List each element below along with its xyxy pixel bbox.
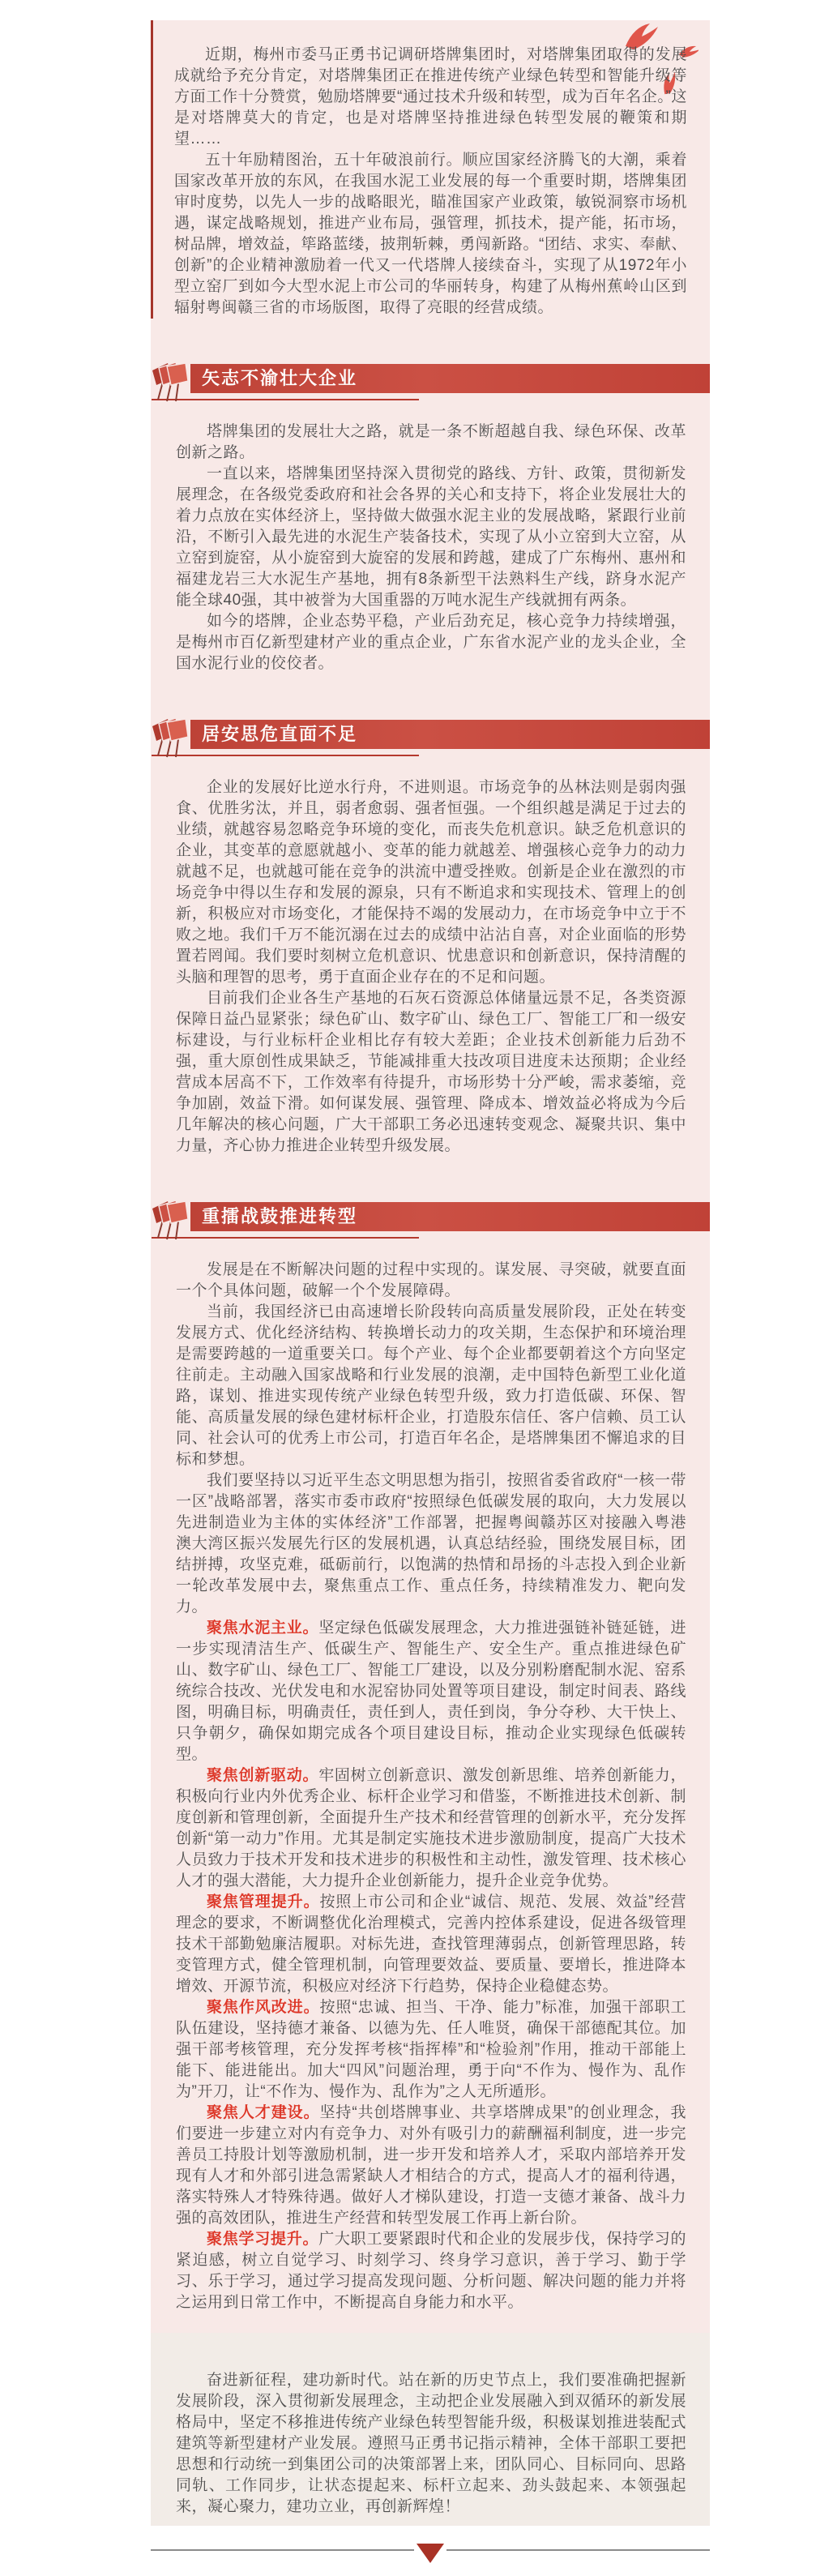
body-paragraph: 聚焦创新驱动。牢固树立创新意识、激发创新思维、培养创新能力，积极向行业内外优秀企业、标杆企业学习和借鉴，不断推进技术创新、制度创新和管理创新，全面提升生产技术和经营管理的创新水平，充分发挥创新“第一动力”作用。尤其是制定实施技术进步激励制度，提高广大技术人员致力于技术开发和技术进步的积极性和主动性，激发管理、技术核心人才的强大潜能，大力提升企业创新能力，提升企业竞争优势。 [176,1767,686,1889]
body-paragraph: 聚焦人才建设。坚持“共创塔牌事业、共享塔牌成果”的创业理念，我们要进一步建立对内有竞争力、对外有吸引力的薪酬福利制度，进一步完善员工持股计划等激励机制，进一步开发和培养人才，采取内部培养开发现有人才和外部引进急需紧缺人才相结合的方式，提高人才的福利待遇，落实特殊人才特殊待遇。做好人才梯队建设，打造一支德才兼备、战斗力强的高效团队，推进生产经营和转型发展工作再上新台阶。 [176,2104,686,2227]
intro-paragraph: 五十年励精图治，五十年破浪前行。顺应国家经济腾飞的大潮，乘着国家改革开放的东风，在我国水泥工业发展的每一个重要时期，塔牌集团审时度势，以先人一步的战略眼光，瞄准国家产业政策，敏锐洞察市场机遇，谋定战略规划，推进产业布局，强管理，抓技术，提产能，拓市场，树品牌，增效益，筚路蓝缕，披荆斩棘，勇闯新路。“团结、求实、奉献、创新”的企业精神激励着一代又一代塔牌人接续奋斗，实现了从1972年小型立窑厂到如今大型水泥上市公司的华丽转身，构建了从梅州蕉岭山区到辐射粤闽赣三省的市场版图，取得了亮眼的经营成绩。 [174,152,687,316]
body-paragraph: 聚焦作风改进。按照“忠诚、担当、干净、能力”标准，加强干部职工队伍建设，坚持德才兼备、以德为先、任人唯贤，确保干部德配其位。加强干部考核管理，充分发挥考核“指挥棒”和“检验剂”作用，推动干部能上能下、能进能出。加大“四风”问题治理，勇于向“不作为、慢作为、乱作为”开刀，让“不作为、慢作为、乱作为”之人无所遁形。 [176,1999,686,2100]
body-paragraph: 聚焦管理提升。按照上市公司和企业“诚信、规范、发展、效益”经营理念的要求，不断调整优化治理模式，完善内控体系建设，促进各级管理技术干部勤勉廉洁履职。对标先进，查找管理薄弱点，创新管理思路，转变管理方式，健全管理机制，向管理要效益、要质量、要增长，推进降本增效、开源节流，积极应对经济下行趋势，保持企业稳健态势。 [176,1893,686,1995]
section-header [151,364,710,393]
divider-line-right [446,2549,710,2551]
sections-container [151,364,710,2313]
paragraph-lead: 聚焦创新驱动。 [207,1767,319,1784]
intro-paragraph: 近期，梅州市委马正勇书记调研塔牌集团时，对塔牌集团取得的发展成就给予充分肯定，对塔牌集团正在推进传统产业绿色转型和智能升级等方面工作十分赞赏，勉励塔牌要“通过技术升级和转型，成为百年名企。”这是对塔牌莫大的肯定，也是对塔牌坚持推进绿色转型发展的鞭策和期望…… [174,46,687,148]
section-title-banner: 居安思危直面不足 [190,720,710,749]
body-paragraph: 企业的发展好比逆水行舟，不进则退。市场竞争的丛林法则是弱肉强食、优胜劣汰，并且，弱者愈弱、强者恒强。一个组织越是满足于过去的业绩，就越容易忽略竞争环境的变化，而丧失危机意识。缺乏危机意识的企业，其变革的意愿就越小、变革的能力就越差、增强核心竞争力的动力就越不足，也就越可能在竞争的洪流中遭受挫败。创新是企业在激烈的市场竞争中得以生存和发展的源泉，只有不断追求和实现技术、管理上的创新，积极应对市场变化，才能保持不竭的发展动力，在市场竞争中立于不败之地。我们千万不能沉溺在过去的成绩中沾沾自喜，对企业面临的形势置若罔闻。我们要时刻树立危机意识、忧患意识和创新意识，保持清醒的头脑和理智的思考，勇于直面企业存在的不足和问题。 [176,779,686,986]
section-title-banner: 矢志不渝壮大企业 [190,364,710,393]
closing-paragraph: 奋进新征程，建功新时代。站在新的历史节点上，我们要准确把握新发展阶段，深入贯彻新发展理念，主动把企业发展融入到双循环的新发展格局中，坚定不移推进传统产业绿色转型智能升级，积极谋划推进装配式建筑等新型建材产业发展。遵照马正勇书记指示精神，全体干部职工要把思想和行动统一到集团公司的决策部署上来，团队同心、目标同向、思路同轨、工作同步，让状态提起来、标杆立起来、劲头鼓起来、本领强起来，凝心聚力，建功立业，再创新辉煌！ [176,2372,686,2515]
paragraph-lead: 聚焦学习提升。 [207,2231,319,2248]
paragraph-lead: 聚焦作风改进。 [207,1999,320,2016]
body-paragraph: 如今的塔牌，企业态势平稳，产业后劲充足，核心竞争力持续增强，是梅州市百亿新型建材产业的重点企业，广东省水泥产业的龙头企业，全国水泥行业的佼佼者。 [176,613,686,672]
intro-block [151,20,710,319]
section-title-banner: 重擂战鼓推进转型 [190,1202,710,1231]
body-paragraph: 聚焦学习提升。广大职工要紧跟时代和企业的发展步伐，保持学习的紧迫感，树立自觉学习、时刻学习、终身学习意识，善于学习、勤于学习、乐于学习，通过学习提高发现问题、分析问题、解决问题的能力并将之运用到日常工作中，不断提高自身能力和水平。 [176,2231,686,2311]
footer-divider [151,2544,710,2563]
paragraph-lead: 聚焦管理提升。 [207,1893,320,1911]
paragraph-lead: 聚焦水泥主业。 [207,1620,319,1637]
down-triangle-icon [417,2544,444,2563]
body-paragraph: 一直以来，塔牌集团坚持深入贯彻党的路线、方针、政策，贯彻新发展理念，在各级党委政府和社会各界的关心和支持下，将企业发展壮大的着力点放在实体经济上，坚持做大做强水泥主业的发展战略，紧跟行业前沿，不断引入最先进的水泥生产装备技术，实现了从小立窑到大立窑，从立窑到旋窑，从小旋窑到大旋窑的发展和跨越，建成了广东梅州、惠州和福建龙岩三大水泥生产基地，拥有8条新型干法熟料生产线，跻身水泥产能全球40强，其中被誉为大国重器的万吨水泥生产线就拥有两条。 [176,465,686,609]
red-flags-icon [151,1197,190,1241]
section-body [151,1239,710,2313]
closing-box [151,2333,710,2526]
article-card [151,20,710,2526]
body-paragraph: 聚焦水泥主业。坚定绿色低碳发展理念，大力推进强链补链延链，进一步实现清洁生产、低碳生产、智能生产、安全生产。重点推进绿色矿山、数字矿山、绿色工厂、智能工厂建设，以及分别粉磨配制水泥、窑系统综合技改、光伏发电和水泥窑协同处置等项目建设，制定时间表、路线图，明确目标，明确责任，责任到人，责任到岗，争分夺秒、大干快上、只争朝夕，确保如期完成各个项目建设目标，推动企业实现绿色低碳转型。 [176,1620,686,1763]
body-paragraph: 塔牌集团的发展壮大之路，就是一条不断超越自我、绿色环保、改革创新之路。 [176,423,686,461]
divider-line-left [151,2549,414,2551]
section-header [151,720,710,749]
section-body [151,756,710,1157]
red-flags-icon [151,715,190,759]
section-header [151,1202,710,1231]
body-paragraph: 我们要坚持以习近平生态文明思想为指引，按照省委省政府“一核一带一区”战略部署，落实市委市政府“按照绿色低碳发展的取向，大力发展以先进制造业为主体的实体经济”工作部署，把握粤闽赣苏区对接融入粤港澳大湾区振兴发展先行区的发展机遇，认真总结经验，围绕发展目标，团结拼搏，攻坚克难，砥砺前行，以饱满的热情和昂扬的斗志投入到企业新一轮改革发展中去，聚焦重点工作、重点任务，持续精准发力、靶向发力。 [176,1472,686,1615]
section-body [151,400,710,674]
body-paragraph: 发展是在不断解决问题的过程中实现的。谋发展、寻突破，就要直面一个个具体问题，破解一个个发展障碍。 [176,1261,686,1299]
red-flags-icon [151,359,190,403]
body-paragraph: 目前我们企业各生产基地的石灰石资源总体储量远景不足，各类资源保障日益凸显紧张；绿色矿山、数字矿山、绿色工厂、智能工厂和一级安标建设，与行业标杆企业相比存有较大差距；企业技术创新能力后劲不强，重大原创性成果缺乏，节能减排重大技改项目进度未达预期；企业经营成本居高不下，工作效率有待提升，市场形势十分严峻，需求萎缩，竞争加剧，效益下滑。如何谋发展、强管理、降成本、增效益必将成为今后几年解决的核心问题，广大干部职工务必迅速转变观念、凝聚共识、集中力量，齐心协力推进企业转型升级发展。 [176,990,686,1154]
body-paragraph: 当前，我国经济已由高速增长阶段转向高质量发展阶段，正处在转变发展方式、优化经济结构、转换增长动力的攻关期，生态保护和环境治理是需要跨越的一道重要关口。每个产业、每个企业都要朝着这个方向坚定往前走。主动融入国家战略和行业发展的浪潮，走中国特色新型工业化道路，谋划、推进实现传统产业绿色转型升级，致力打造低碳、环保、智能、高质量发展的绿色建材标杆企业，打造股东信任、客户信赖、员工认同、社会认可的优秀上市公司，打造百年名企，是塔牌集团不懈追求的目标和梦想。 [176,1303,686,1468]
paragraph-lead: 聚焦人才建设。 [207,2104,320,2121]
